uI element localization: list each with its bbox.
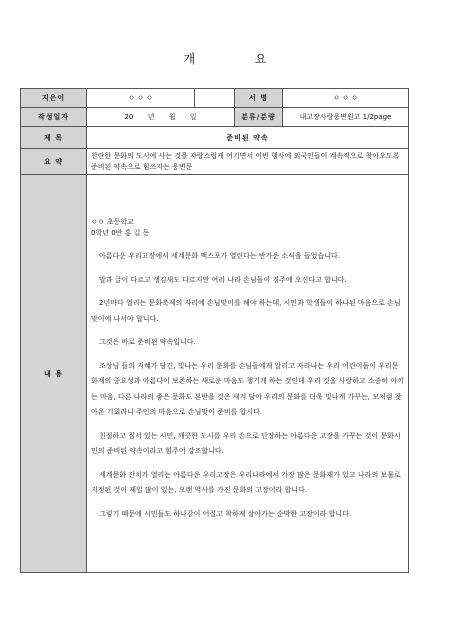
- name-value: ㅇ ㅇ ㅇ: [283, 89, 409, 108]
- author-name: 0학년 0반 홍 길 동: [91, 229, 150, 237]
- row-writer: [21, 89, 409, 108]
- paragraph: 아름다운 우리고장에서 세계문화 엑스포가 열린다는 반가운 소식을 들었습니다.: [99, 252, 340, 260]
- date-day-unit: 일: [189, 113, 197, 121]
- category-label: 분류/분량: [235, 108, 283, 127]
- content-body: [87, 175, 409, 573]
- author-block: [91, 217, 404, 239]
- paragraph: 조상님 들의 지혜가 담긴, 빛나는 우리 문화를 손님들에게 알리고 자라나는 우리 어린이들이 우리문화재의 중요성과 아름다이 보존하는 새로운 마음도 챙기게 하는 것인데 우리 것을 사랑하고 소중히 아끼는 마음, 다른 나라의 좋은 문화도 본받을 것은 새겨 담아 우리의 문화를 더욱 빛나게 가꾸는, 모처럼 찾아온 기회라니 주인의 마음으로 손님맞이 준비를 합시다.: [91, 361, 404, 416]
- date-value: [87, 108, 235, 127]
- row-date: [21, 108, 409, 127]
- date-label: 작성일자: [21, 108, 87, 127]
- subject-value: 준비된 약속: [87, 127, 409, 149]
- category-value: 내고장사랑웅변원고 1/2page: [283, 108, 409, 127]
- paragraph: 친절하고 질서 있는 시민, 깨끗한 도시를 우리 손으로 단장하는 아름다운 고장을 가꾸는 것이 문화시민의 준비된 약속이라고 힘주어 강조합니다.: [91, 431, 401, 455]
- row-summary: [21, 149, 409, 175]
- content-label: 내 용: [21, 175, 87, 573]
- paragraph: 그것은 바로 준비된 약속입니다.: [99, 338, 196, 346]
- paragraph: 2년마다 열리는 문화축제의 자리에 손님맞이를 해야 하는데, 시민과 학생들이 하나된 마음으로 손님맞이에 나서야 합니다.: [91, 299, 401, 323]
- date-year: 20: [124, 113, 134, 121]
- author-school: ㅇㅇ 초등학교: [91, 218, 134, 226]
- writer-value: ㅇ ㅇ ㅇ: [87, 89, 195, 108]
- paragraph: 그렇기 때문에 시민들도 하나같이 어질고 착하게 살아가는 순박한 고장이라 합니다.: [99, 509, 352, 518]
- row-content: [21, 175, 409, 573]
- paragraph: 세계문화 잔치가 열리는 아름다운 우리고장은 우리나라에서 가장 많은 문화재가 있고 나라의 보물로 지정된 것이 제일 많이 있는, 오랜 역사를 가진 문화의 고장이라 합니다.: [91, 470, 401, 494]
- row-subject: [21, 127, 409, 149]
- date-year-unit: 년: [147, 113, 155, 121]
- paragraph: 말과 글이 다르고 생김새도 다르지만 여러 나라 손님들이 경주에 오신다고 합니다.: [99, 275, 347, 284]
- summary-form: [20, 88, 409, 573]
- document-title: 개 요: [183, 52, 295, 66]
- summary-value: 찬란한 문화의 도시에 사는 것을 자랑스럽게 여기면서 이번 행사에 외국인들이 계속적으로 찾아오도록 준비된 약속으로 힘쓰자는 웅변문: [87, 149, 409, 175]
- date-month-unit: 월: [168, 113, 176, 121]
- subject-label: 제 목: [21, 127, 87, 149]
- summary-label: 요 약: [21, 149, 87, 175]
- writer-label: 지은이: [21, 89, 87, 108]
- name-label: 서 명: [235, 89, 283, 108]
